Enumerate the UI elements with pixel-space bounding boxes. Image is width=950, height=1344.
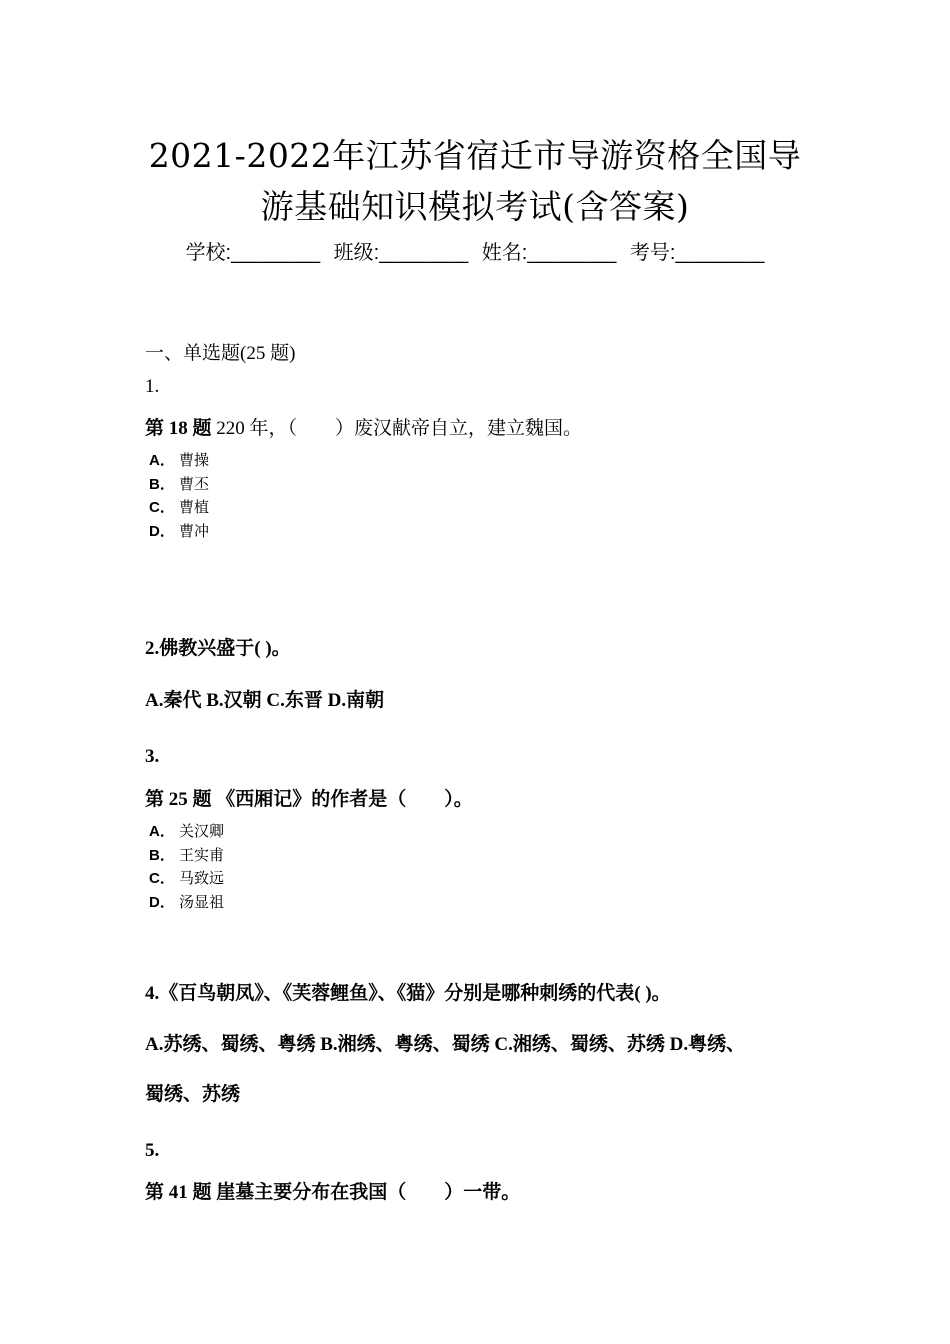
question-1-option-b bbox=[149, 473, 209, 494]
option-text: 汤显祖 bbox=[179, 893, 225, 911]
question-3-option-d bbox=[149, 891, 224, 912]
student-info-line bbox=[0, 236, 950, 265]
option-letter: B． bbox=[149, 476, 175, 493]
question-3-option-c bbox=[149, 867, 224, 888]
question-5-stem: 第 41 题 崖墓主要分布在我国（ ）一带。 bbox=[145, 1182, 521, 1203]
option-letter: D． bbox=[149, 894, 175, 911]
option-text: 曹冲 bbox=[179, 522, 210, 540]
option-letter: C． bbox=[149, 870, 175, 887]
option-letter: D． bbox=[149, 523, 175, 540]
question-1-option-a bbox=[149, 449, 209, 470]
question-4-answers-line1: A.苏绣、蜀绣、粤绣 B.湘绣、粤绣、蜀绣 C.湘绣、蜀绣、苏绣 D.粤绣、 bbox=[145, 1034, 746, 1055]
option-text: 马致远 bbox=[179, 869, 225, 887]
question-1-option-c bbox=[149, 496, 209, 517]
question-3-option-b bbox=[149, 844, 224, 865]
class-field: 班级:________ bbox=[333, 242, 469, 264]
question-2-stem: 2.佛教兴盛于( )。 bbox=[145, 638, 291, 659]
option-letter: C． bbox=[149, 499, 175, 516]
question-3-option-a bbox=[149, 820, 224, 841]
option-letter: B． bbox=[149, 847, 175, 864]
school-field: 学校:________ bbox=[185, 242, 321, 264]
exam-number-field: 考号:________ bbox=[629, 242, 765, 264]
section-heading: 一、单选题(25 题) bbox=[145, 343, 296, 364]
question-1-option-d bbox=[149, 520, 209, 541]
question-1-label: 第 18 题 bbox=[145, 418, 212, 439]
document-title-line1: 2021-2022年江苏省宿迁市导游资格全国导 bbox=[148, 136, 802, 175]
question-3-stem: 第 25 题 《西厢记》的作者是（ ）。 bbox=[145, 789, 473, 810]
question-3-number: 3. bbox=[145, 746, 160, 767]
option-text: 曹植 bbox=[179, 498, 210, 516]
question-5-number: 5. bbox=[145, 1140, 160, 1161]
option-text: 曹操 bbox=[179, 451, 210, 469]
document-title-line2: 游基础知识模拟考试(含答案) bbox=[260, 187, 690, 226]
option-text: 王实甫 bbox=[179, 846, 225, 864]
question-4-stem: 4.《百鸟朝凤》、《芙蓉鲤鱼》、《猫》分别是哪种刺绣的代表( )。 bbox=[145, 983, 671, 1004]
option-letter: A． bbox=[149, 823, 175, 840]
question-1-text: 220 年，（ ）废汉献帝自立，建立魏国。 bbox=[211, 418, 583, 439]
question-4-answers-line2: 蜀绣、苏绣 bbox=[145, 1084, 241, 1105]
option-letter: A． bbox=[149, 452, 175, 469]
name-field: 姓名:________ bbox=[481, 242, 617, 264]
option-text: 关汉卿 bbox=[179, 822, 225, 840]
question-1-stem bbox=[145, 413, 582, 440]
question-1-number: 1. bbox=[145, 376, 160, 397]
option-text: 曹丕 bbox=[179, 475, 210, 493]
question-2-answers: A.秦代 B.汉朝 C.东晋 D.南朝 bbox=[145, 690, 385, 711]
